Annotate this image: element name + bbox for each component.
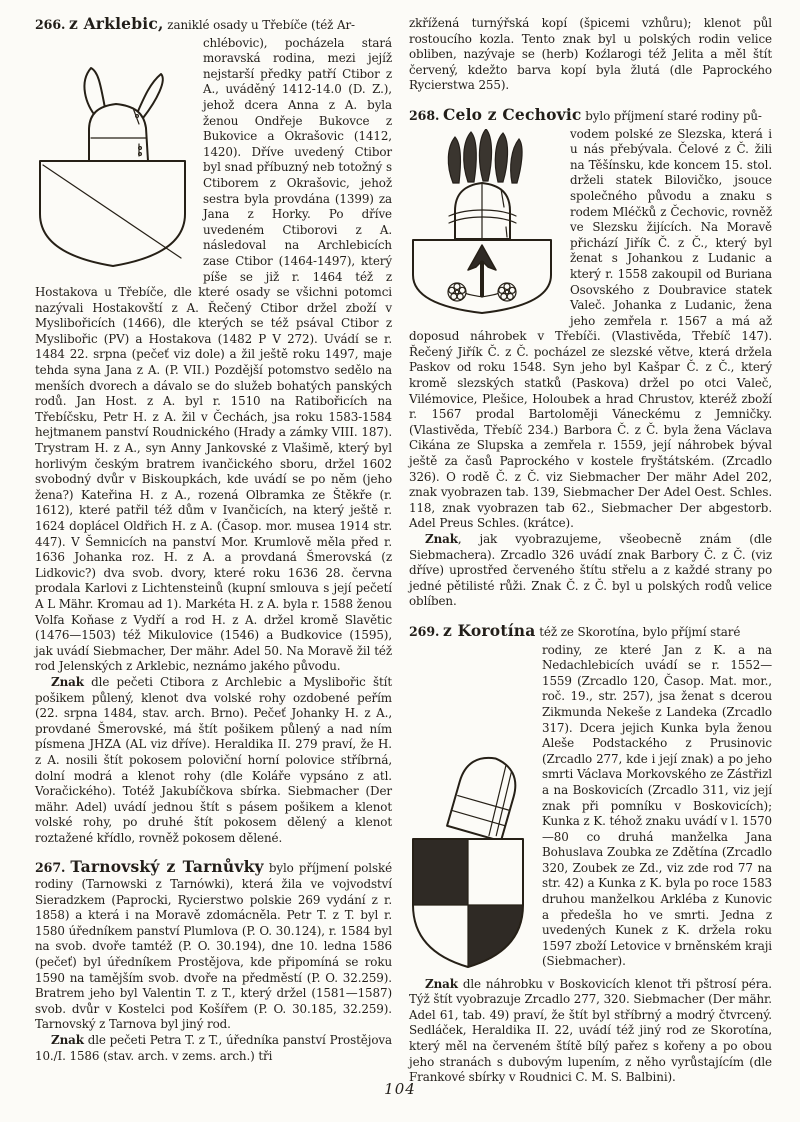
- entry-266: [35, 16, 392, 846]
- entry-number: 268.: [409, 107, 440, 123]
- entry-lead-text: zaniklé osady u Třebíče (též Ar-: [167, 18, 355, 32]
- znak-text: dle pečeti Ctibora z Archlebic a Myslibořic štít pošikem půlený, klenot dva volské rohy ozdobené peřím (22. srpna 1484, stav. arch. Brno). Pečeť Johanky H. z A., provdané Šmerovské, má štít pošikem půlený a nad ním písmena JHZA (AL viz dříve). Heraldika II. 279 praví, že H. z A. nosili štít pokosem poloviční horní polovice stříbrná, dolní modrá a klenot rohy (dle Koláře vypsáno z atl. Voračického). Totéž Jakubíčkova sbírka. Siebmacher (Der mähr. Adel) uvádí jednou štít s pásem pošikem a klenot volské rohy, po druhé štít pokosem dělený a klenot roztažené křídlo, rovněž pokosem dělené.: [35, 674, 393, 845]
- entry-name: Čelo z Čechovic: [442, 106, 582, 124]
- znak-text: dle pečeti Petra T. z T., úředníka panství Prostějova 10./I. 1586 (stav. arch. v zems. arch.) tři: [35, 1033, 392, 1063]
- znak-label: Znak: [425, 976, 458, 991]
- entry-267-blazon: [35, 1033, 392, 1064]
- tilted-helmet-quartered-shield-icon: [409, 743, 527, 973]
- entry-266-blazon: [35, 675, 392, 847]
- left-column: [35, 16, 392, 1064]
- entry-266-heading: [35, 16, 392, 34]
- entry-number: 267.: [35, 860, 66, 876]
- plumed-helmet-arrow-shield-icon: [409, 129, 557, 315]
- entry-number: 269.: [409, 623, 440, 639]
- entry-268: [409, 107, 772, 610]
- helmet-horns-shield-icon: [35, 64, 190, 269]
- entry-269-heading: [409, 623, 772, 641]
- entry-269-blazon: [409, 977, 772, 1086]
- entry-268-blazon: [409, 532, 772, 610]
- znak-text: dle náhrobku v Boskovicích klenot tři pštrosí péra. Týž štít vyobrazuje Zrcadlo 277, 320. Siebmacher (Der mähr. Adel 61, tab. 49) praví, že štít byl stříbrný a modrý čtvrcený. Sedláček, Heraldika II. 22, uvádí též jiný rod ze Skorotína, který měl na červeném štítě bílý pařez s kořeny a po obou jeho stranách s dubovým lupením, z něho vyrůstajícím (dle Frankové sbírky v Roudnici C. M. S. Balbini).: [409, 976, 772, 1085]
- entry-name: z Arklebic,: [68, 16, 164, 33]
- entry-267: [35, 859, 392, 1064]
- page-number: 104: [384, 1080, 416, 1098]
- entry-268-body: vodem polské ze Slezska, která i u nás přebývala. Čelové z Č. žili na Těšínsku, kde koncem 15. stol. drželi statek Bilovičko, jsouce společného původu a znaku s rodem Mléčků z Čechovic, rovněž ve Slezsku žijících. Na Moravě přichází Jiřík Č. z Č., který byl ženat s Johankou z Ludanic a který r. 1558 zakoupil od Buriana Osovského z Doubravice statek Valeč. Johanka z Ludanic, žena jeho zemřela r. 1567 a má až doposud náhrobek v Třebíči. (Vlastivěda, Třebíč 147). Řečený Jiřík Č. z Č. pocházel ze slezské větve, která držela Paskov od roku 1548. Syn jeho byl Kašpar Č. z Č., který kromě slezských statků (Paskova) držel po otci Valeč, Vilémovice, Plešice, Holoubek a hrad Chrustov, kteréž zboží r. 1567 prodal Bartoloměji Váneckému z Jemničky. (Vlastivěda, Třebíč 234.) Barbora Č. z Č. byla žena Václava Cikána ze Slupska a zemřela r. 1559, její náhrobek býval ještě za časů Paprockého v kostele fryštátském. (Zrcadlo 326). O rodě Č. z Č. viz Siebmacher Der mähr Adel 202, znak vyobrazen tab. 139, Siebmacher Der Adel Oest. Schles. 118, znak vyobrazen tab 62., Siebmacher Der abgestorb. Adel Preus Schles. (krátce).: [409, 126, 772, 531]
- znak-text: , jak vyobrazujeme, všeobecně znám (dle Siebmachera). Zrcadlo 326 uvádí znak Barbory Č. z Č. (viz dříve) uprostřed červeného štítu střelu a z každé strany po jedné pětilisté růži. Znak Č. z Č. byl u polských rodů velice oblíben.: [409, 532, 772, 609]
- znak-label: Znak: [51, 674, 84, 689]
- entry-lead-text: též ze Skorotína, bylo příjmí staré: [539, 624, 741, 639]
- entry-269: [409, 623, 772, 1086]
- cechovic-arms-illustration: [409, 129, 561, 319]
- korotin-arms-illustration: [409, 645, 533, 975]
- entry-267-continuation: zkřížená turnýřská kopí (špicemi vzhůru); klenot půl rostoucího kozla. Tento znak byl u polských rodin velice obliben, nazývaje se (herb) Koźlarogi též Jelita a měl štít červený, kdežto barva kopí byla žlutá (dle Paprockého Rycierstwa 255).: [409, 16, 772, 93]
- entry-266-body: chlébovic), pocházela stará moravská rodina, mezi jejíž nejstarší předky patří Ctibor z A., uváděný 1412-14.0 (D. Z.), jehož dcera Anna z A. byla ženou Ondřeje Bukovce z Bukovice a Okrašovic (1412, 1420). Dříve uvedený Ctibor byl snad příbuzný neb totožný s Ctiborem z Okrašovic, jehož sestra byla provdána (1399) za Jana z Horky. Po dříve uvedeném Ctiborovi z A. následoval na Archlebicích zase Ctibor (1464-1497), který píše se již r. 1464 též z Hostakova u Třebíče, dle které osady se všichni potomci nazývali Hostakovští z A. Řečený Ctibor držel zboží v Myslibořicích (1466), dle kterých se též psával Ctibor z Myslibořic (PV) a Hostakova (1482 P V 272). Uvádí se r. 1484 22. srpna (pečeť viz dole) a žil ještě roku 1497, maje tehda syna Jana z A. (P. VII.) Pozdější potomstvo sedělo na menších dvorech a dávalo se do služeb bohatých panských rodů. Jan Host. z A. byl r. 1510 na Ratibořicích na Třebíčsku, Petr H. z A. žil v Čechách, jsa roku 1583-1584 hejtmanem panství Roudnického (Hrady a zámky VIII. 187). Trystram H. z A., syn Anny Jankovské z Vlašimě, který byl horlivým českým bratrem ivančického sboru, držel 1602 svobodný dvůr v Biskoupkách, kde uvádí se po něm (jeho žena?) Kateřina H. z A., rozená Olbramka ze Štěkře (r. 1612), které patřil též dům v Ivančicích, na který ještě r. 1624 doplácel Oldřich H. z A. (Časop. mor. musea 1914 str. 447). V Šemnicích na panství Mor. Krumlově měla před r. 1636 Johanka roz. H. z A. a provdaná Šmerovská (z Lidkovic?) dva svob. dvory, které roku 1636 28. června prodala Karlovi z Lichtensteinů (kupní smlouva s její pečetí A L Mähr. Kromau ad 1). Markéta H. z A. byla r. 1588 ženou Volfa Koňase z Vydří a rod H. z A. držel kromě Slavětic (1476—1503) též Mikulovice (1546) a Budkovice (1595), jak uvádí Siebmacher, Der mähr. Adel 50. Na Moravě žil též rod Jelenských z Arklebic, neznámo jakého původu.: [35, 35, 392, 674]
- entry-268-heading: [409, 107, 772, 125]
- arklebic-arms-illustration: [35, 38, 195, 272]
- entry-number: 266.: [35, 17, 66, 32]
- right-column: [409, 16, 772, 1086]
- entry-267-heading-paragraph: [35, 859, 392, 1033]
- entry-name: z Korotína: [442, 622, 536, 640]
- entry-269-body: rodiny, ze které Jan z K. a na Nedachlebicích uvádí se r. 1552—1559 (Zrcadlo 120, Časop. Mat. mor., roč. 19., str. 257), jsa ženat s dcerou Zikmunda Nekeše z Landeka (Zrcadlo 317). Dcera jejich Kunka byla ženou Aleše Podstackého z Prusinovic (Zrcadlo 277, kde i její znak) a po jeho smrti Václava Morkovského ze Zástřizl a na Boskovicích (Zrcadlo 311, viz její znak při pomníku v Boskovicích); Kunka z K. téhož znaku uvádí v l. 1570—80 co druhá manželka Jana Bohuslava Zoubka ze Zdětína (Zrcadlo 320, Zoubek ze Zd., viz zde rod 77 na str. 42) a Kunka z K. byla po roce 1583 druhou manželkou Arkléba z Kunovic a předešla ho ve smrti. Jedna z uvedených Kunek z K. držela roku 1597 zboží Letovice v brněnském kraji (Siebmacher).: [542, 642, 772, 969]
- znak-label: Znak: [425, 532, 458, 546]
- two-column-text: [35, 16, 772, 1086]
- znak-label: Znak: [51, 1033, 84, 1047]
- entry-name: Tarnovský z Tarnůvky: [70, 857, 264, 877]
- entry-267-body: bylo příjmení polské rodiny (Tarnowski z Tarnówki), která žila ve vojvodství Sieradzkem (Paprocki, Rycierstwo polskie 269 vydání z r. 1858) a která i na Moravě zdomácněla. Petr T. z T. byl r. 1580 úředníkem panství Plumlova (P. O. 30.124), r. 1584 byl na svob. dvoře tamtéž (P. O. 30.194), dne 10. ledna 1586 (pečeť) byl úředníkem Prostějova, kde připomíná se roku 1590 na tamějším svob. dvoře na předměstí (P. O. 32.259). Bratrem jeho byl Valentin T. z T., který držel (1581—1587) svob. dvůr v Kostelci pod Košířem (P. O. 30.185, 32.259). Tarnovský z Tarnova byl jiný rod.: [35, 861, 393, 1032]
- entry-lead-text: bylo příjmení staré rodiny pů-: [585, 108, 762, 123]
